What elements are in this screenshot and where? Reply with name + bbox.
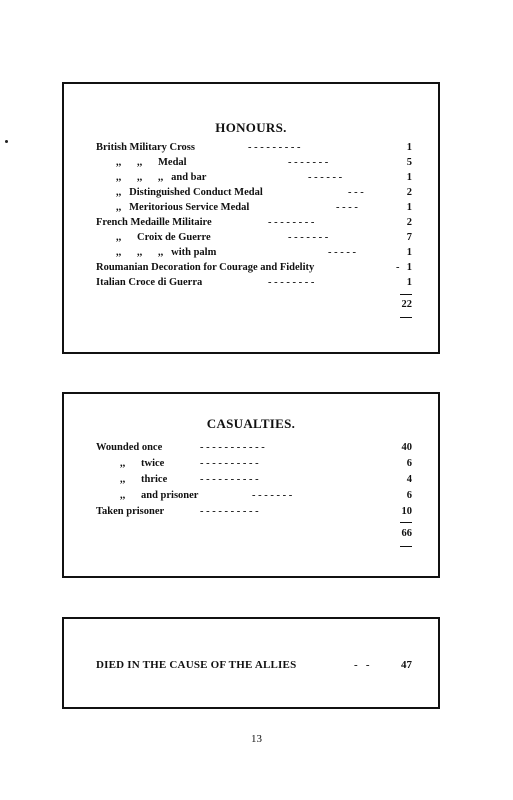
row-leader: - - - - - - - - <box>268 217 315 228</box>
row-label: ,, ,, ,, with palm <box>116 247 217 258</box>
sum-rule-bottom <box>400 546 412 547</box>
row-label: Italian Croce di Guerra <box>96 277 203 288</box>
sum-rule-top <box>400 522 412 523</box>
row-label: ,, Meritorious Service Medal <box>116 202 250 213</box>
row-value: 1 <box>406 277 412 288</box>
row-value: 40 <box>401 442 412 453</box>
casualties-row <box>96 504 412 519</box>
honours-row <box>96 200 412 215</box>
row-value: 2 <box>406 187 412 198</box>
honours-row <box>96 215 412 230</box>
row-value: 1 <box>406 262 412 273</box>
row-label: Wounded once <box>96 442 163 453</box>
row-value: 7 <box>406 232 412 243</box>
row-label: Roumanian Decoration for Courage and Fidelity <box>96 262 315 273</box>
row-label: Taken prisoner <box>96 506 165 517</box>
honours-row <box>96 260 412 275</box>
casualties-heading: CASUALTIES. <box>206 416 296 431</box>
honours-row <box>96 170 412 185</box>
row-leader: - - - - - - - - - - - <box>200 442 265 453</box>
row-label: ,, twice <box>120 458 165 469</box>
row-leader: - - - - - - - - - <box>248 142 301 153</box>
row-value: 1 <box>406 172 412 183</box>
row-leader: - - - - - <box>328 247 356 258</box>
honours-total: 22 <box>401 299 412 310</box>
row-leader: - - - - - - - - - - <box>200 474 259 485</box>
row-label: ,, and prisoner <box>120 490 199 501</box>
row-label: ,, thrice <box>120 474 168 485</box>
died-box <box>62 617 440 709</box>
margin-speck <box>5 140 8 143</box>
row-leader: - - - - - - - <box>288 157 329 168</box>
sum-rule-bottom <box>400 317 412 318</box>
honours-heading: HONOURS. <box>215 120 287 135</box>
casualties-row <box>96 440 412 455</box>
row-leader: - - - - - - - - <box>268 277 315 288</box>
row-leader: - - - - - - - - - - <box>200 458 259 469</box>
row-value: 1 <box>406 202 412 213</box>
row-value: 5 <box>406 157 412 168</box>
row-label: ,, Distinguished Conduct Medal <box>116 187 263 198</box>
row-value: 6 <box>406 490 412 501</box>
casualties-box <box>62 392 440 578</box>
casualties-row <box>96 472 412 487</box>
row-leader: - - - - - - <box>308 172 343 183</box>
page-number: 13 <box>251 733 262 745</box>
died-label: DIED IN THE CAUSE OF THE ALLIES <box>96 659 297 671</box>
row-leader: - - - - - - - - - - <box>200 506 259 517</box>
row-leader: - - - - - - - <box>288 232 329 243</box>
row-value: 2 <box>406 217 412 228</box>
honours-box <box>62 82 440 354</box>
row-value: 1 <box>406 142 412 153</box>
honours-row <box>96 230 412 245</box>
row-value: 4 <box>406 474 412 485</box>
honours-row <box>96 185 412 200</box>
row-label: ,, ,, Medal <box>116 157 187 168</box>
row-leader: - - - - - - - <box>252 490 293 501</box>
row-leader: - - - - <box>336 202 358 213</box>
sum-rule-top <box>400 294 412 295</box>
row-label: French Medaille Militaire <box>96 217 212 228</box>
row-label: British Military Cross <box>96 142 195 153</box>
honours-row <box>96 140 412 155</box>
row-value: 1 <box>406 247 412 258</box>
row-value: 10 <box>401 506 412 517</box>
honours-row <box>96 245 412 260</box>
honours-row <box>96 155 412 170</box>
honours-row <box>96 275 412 290</box>
row-label: ,, ,, ,, and bar <box>116 172 207 183</box>
row-leader: - - - <box>348 187 364 198</box>
casualties-row <box>96 456 412 471</box>
row-value: 6 <box>406 458 412 469</box>
row-leader: - <box>396 262 400 273</box>
casualties-total: 66 <box>401 528 412 539</box>
died-value: 47 <box>401 659 412 671</box>
casualties-row <box>96 488 412 503</box>
died-leader: - - <box>354 659 370 671</box>
row-label: ,, Croix de Guerre <box>116 232 211 243</box>
